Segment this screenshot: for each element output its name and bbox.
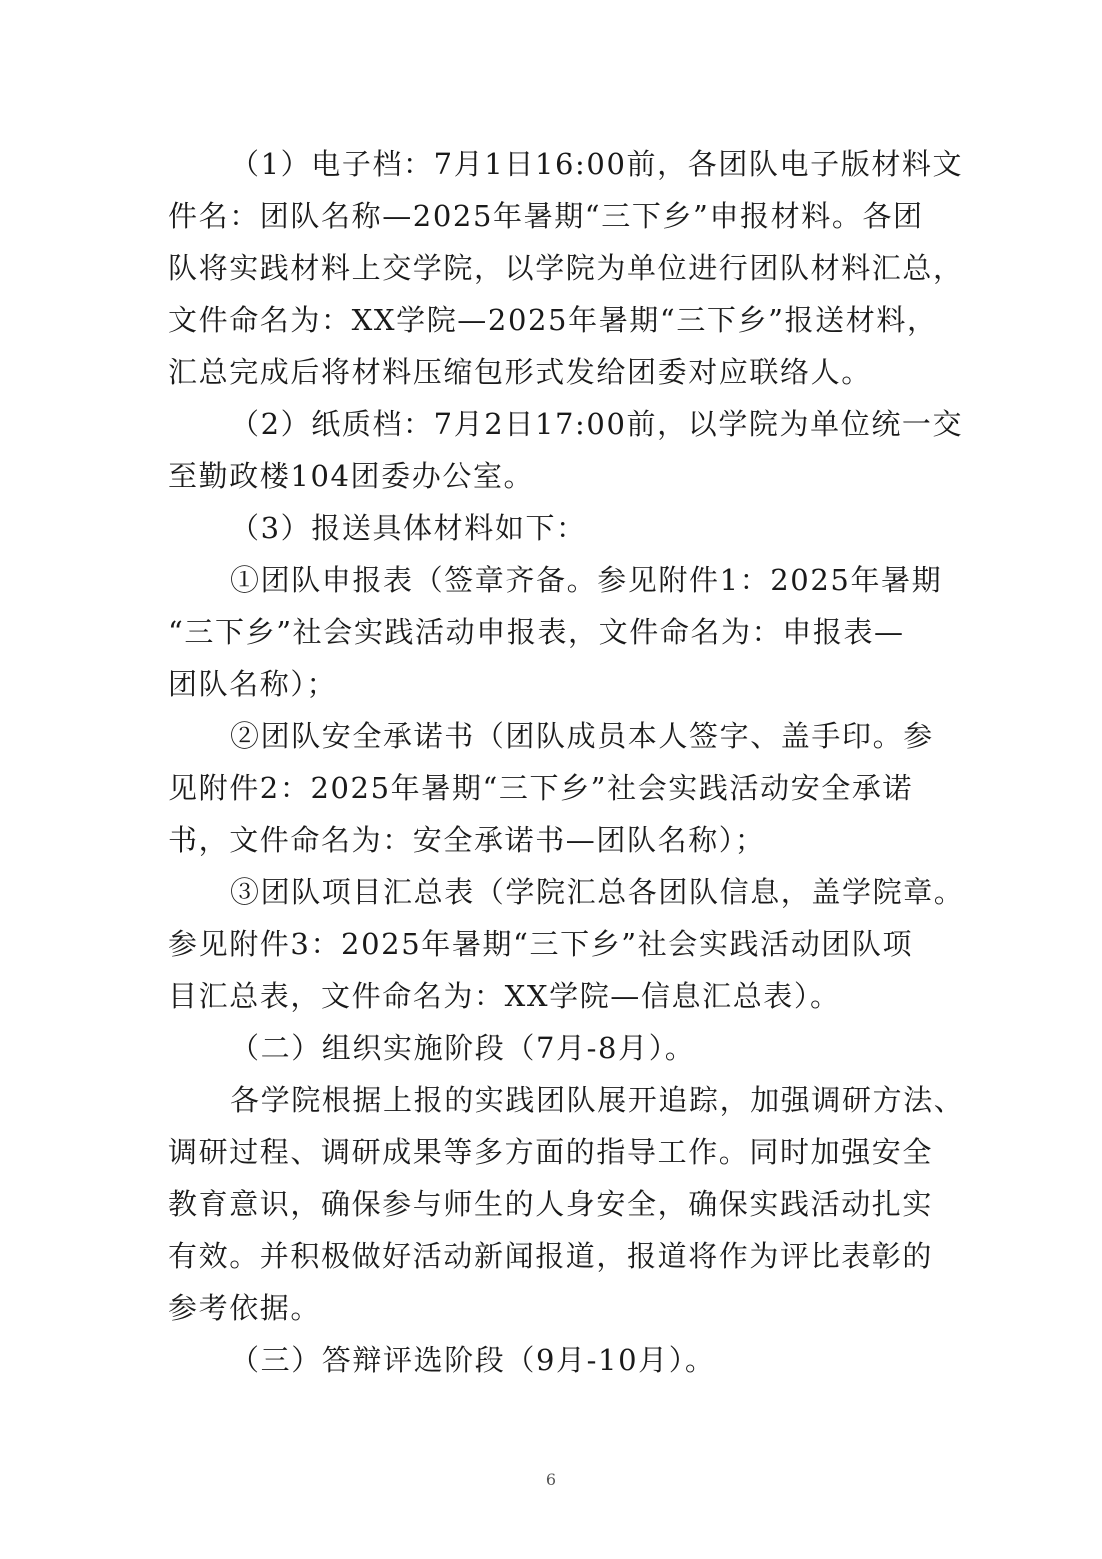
paragraph-1-line-1: （1）电子档：7月1日16:00前，各团队电子版材料文 [230, 147, 964, 181]
paragraph-8-line-2: 调研过程、调研成果等多方面的指导工作。同时加强安全 [168, 1135, 934, 1169]
paragraph-1-line-3: 队将实践材料上交学院，以学院为单位进行团队材料汇总， [168, 251, 964, 285]
paragraph-2-line-2: 至勤政楼104团委办公室。 [168, 459, 535, 493]
paragraph-4-line-3: 团队名称）； [168, 667, 338, 701]
paragraph-8-line-1: 各学院根据上报的实践团队展开追踪，加强调研方法、 [230, 1083, 965, 1117]
paragraph-6-line-2: 参见附件3：2025年暑期“三下乡”社会实践活动团队项 [168, 927, 914, 961]
paragraph-1-line-5: 汇总完成后将材料压缩包形式发给团委对应联络人。 [168, 355, 872, 389]
paragraph-8-line-4: 有效。并积极做好活动新闻报道，报道将作为评比表彰的 [168, 1239, 934, 1273]
paragraph-6-line-3: 目汇总表，文件命名为：XX学院—信息汇总表）。 [168, 979, 841, 1013]
paragraph-2-line-1: （2）纸质档：7月2日17:00前，以学院为单位统一交 [230, 407, 964, 441]
paragraph-6-line-1: ③团队项目汇总表（学院汇总各团队信息，盖学院章。 [230, 875, 965, 909]
paragraph-5-line-2: 见附件2：2025年暑期“三下乡”社会实践活动安全承诺 [168, 771, 914, 805]
section-heading-implementation: （二）组织实施阶段（7月-8月）。 [230, 1031, 696, 1065]
paragraph-1-line-4: 文件命名为：XX学院—2025年暑期“三下乡”报送材料， [168, 303, 938, 337]
paragraph-3-line-1: （3）报送具体材料如下： [230, 511, 587, 545]
paragraph-8-line-3: 教育意识，确保参与师生的人身安全，确保实践活动扎实 [168, 1187, 934, 1221]
paragraph-1-line-2: 件名：团队名称—2025年暑期“三下乡”申报材料。各团 [168, 199, 924, 233]
page-number: 6 [545, 1470, 557, 1489]
paragraph-5-line-3: 书，文件命名为：安全承诺书—团队名称）； [168, 823, 766, 857]
section-heading-defense: （三）答辩评选阶段（9月-10月）。 [230, 1343, 716, 1377]
paragraph-4-line-1: ①团队申报表（签章齐备。参见附件1：2025年暑期 [230, 563, 943, 597]
paragraph-8-line-5: 参考依据。 [168, 1291, 322, 1325]
paragraph-5-line-1: ②团队安全承诺书（团队成员本人签字、盖手印。参 [230, 719, 934, 753]
paragraph-4-line-2: “三下乡”社会实践活动申报表，文件命名为：申报表— [168, 615, 905, 649]
